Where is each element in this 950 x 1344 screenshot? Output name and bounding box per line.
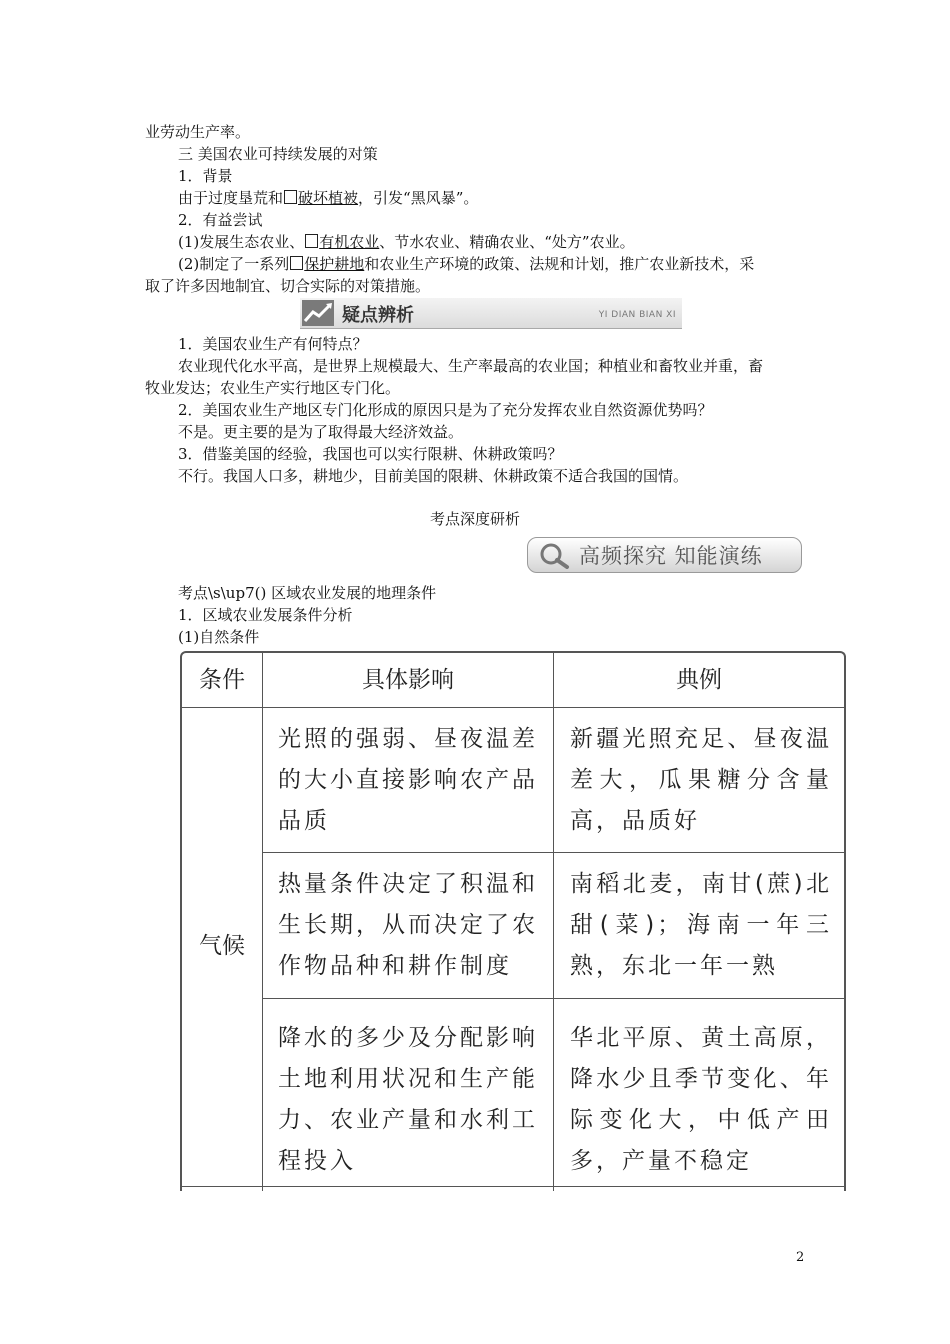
answer-1-line-2: 牧业发达；农业生产实行地区专门化。 [145,379,401,397]
attempt-1 [178,231,635,253]
attempts-title: 2．有益尝试 [178,211,263,229]
text: 、节水农业、精确农业、“处方”农业。 [379,233,635,251]
fill-answer: 有机农业 [319,233,380,251]
background-title: 1．背景 [178,167,233,185]
text: (1)发展生态农业、 [178,233,305,251]
effect-cell: 热量条件决定了积温和生长期，从而决定了农作物品种和耕作制度 [278,871,538,979]
effect-cell: 光照的强弱、昼夜温差的大小直接影响农产品品质 [278,726,538,834]
attempt-2-continued: 取了许多因地制宜、切合实际的对策措施。 [145,277,431,295]
attempt-2 [178,253,754,275]
example-cell: 华北平原、黄土高原，降水少且季节变化、年际变化大，中低产田多，产量不稳定 [570,1025,832,1174]
example-cell: 新疆光照充足、昼夜温差大，瓜果糖分含量高，品质好 [570,726,832,834]
answer-3: 不行。我国人口多，耕地少，目前美国的限耕、休耕政策不适合我国的国情。 [178,467,689,485]
page-number: 2 [796,1250,805,1265]
row-divider [262,998,844,999]
section-banner-label: 高频探究 知能演练 [579,544,763,568]
chart-trend-icon [302,300,334,326]
answer-2: 不是。更主要的是为了取得最大经济效益。 [178,423,464,441]
fill-answer: 保护耕地 [304,255,365,273]
doubt-analysis-banner [300,298,682,328]
column-divider [262,653,263,1191]
background-text [178,187,478,209]
row-divider [182,1186,844,1187]
column-divider [553,653,554,1191]
fill-answer: 破坏植被 [298,189,359,207]
row-divider [262,852,844,853]
section-heading: 三 美国农业可持续发展的对策 [178,145,378,163]
effect-cell: 降水的多少及分配影响土地利用状况和生产能力、农业产量和水利工程投入 [278,1025,538,1174]
conditions-table [180,651,846,1191]
question-1: 1．美国农业生产有何特点？ [178,335,368,353]
part-title: 考点深度研析 [429,510,520,528]
header-divider [182,707,844,708]
banner-pinyin: YI DIAN BIAN XI [598,310,676,320]
blank-box [290,256,303,270]
answer-1-line-1: 农业现代化水平高，是世界上规模最大、生产率最高的农业国；种植业和畜牧业并重，畜 [178,357,764,375]
subsection-title: 1．区域农业发展条件分析 [178,606,353,624]
header-example: 典例 [676,667,722,693]
blank-box [305,234,318,248]
header-condition: 条件 [199,667,245,693]
section-banner [527,537,802,573]
question-3: 3．借鉴美国的经验，我国也可以实行限耕、休耕政策吗？ [178,445,563,463]
text: ，引发“黑风暴”。 [358,189,479,207]
group-label-climate: 气候 [199,933,245,959]
example-cell: 南稻北麦，南甘(蔗)北甜(菜)；海南一年三熟，东北一年一熟 [570,871,832,979]
natural-conditions-title: (1)自然条件 [178,628,260,646]
question-2: 2．美国农业生产地区专门化形成的原因只是为了充分发挥农业自然资源优势吗？ [178,401,713,419]
text: 由于过度垦荒和 [178,189,284,207]
magnifier-icon [537,541,573,569]
kaodian-title: 考点\s\up7() 区域农业发展的地理条件 [178,584,437,602]
header-effect: 具体影响 [362,667,454,693]
banner-title: 疑点辨析 [342,305,414,326]
intro-tail: 业劳动生产率。 [145,123,251,141]
text: (2)制定了一系列 [178,255,290,273]
text: 和农业生产环境的政策、法规和计划，推广农业新技术，采 [364,255,755,273]
blank-box [284,190,297,204]
